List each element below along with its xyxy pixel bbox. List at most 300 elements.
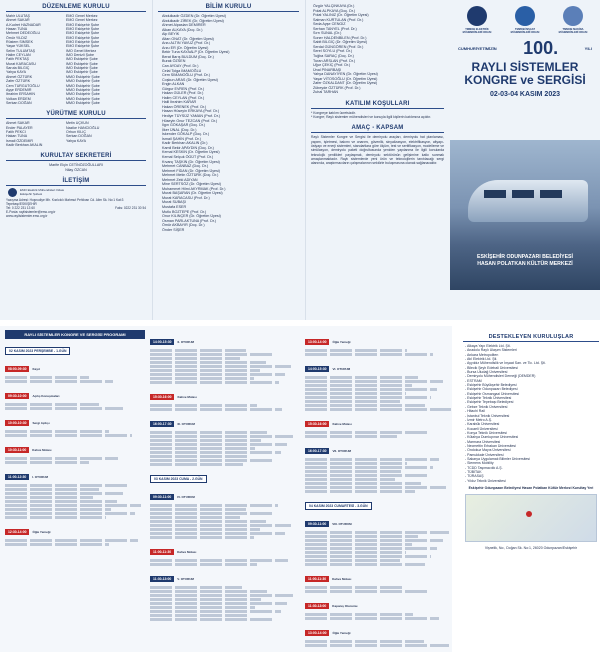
sponsor-item: - Bursa Uludağ Üniversitesi <box>465 370 508 375</box>
list-item: Soner HALDENBİLEN (Prof. Dr.) <box>313 35 367 40</box>
venue-address: Vişnelik, No:, Doğan Sk. No:1, 26020 Odunpazarı/Eskişehir <box>484 546 578 551</box>
list-item: Hakan ÖRENEK (Prof. Dr.) <box>162 104 207 109</box>
program-label: II. OTURUM <box>177 340 194 344</box>
member-role: EMO Eskişehir Şube <box>66 22 100 27</box>
text-line <box>5 516 106 519</box>
address: Yazışma Adresi: Hoşnudiye Mh. Kızılcıklı Mahmut Pehlivan Cd. Alim Sk. No:1 Kat:3 Tepebaşı/ESKİŞEHİR <box>6 198 124 206</box>
sponsor-item: - Atıl Elektrik Ltd. Şti. <box>465 357 498 362</box>
inner-sheet <box>0 326 600 652</box>
sponsor-item: - Eskişehir Osmangazi Üniversitesi <box>465 391 520 396</box>
list-item: Kemal Selçuk ÖGÜT (Prof. Dr.) <box>162 154 214 159</box>
cover-column <box>450 0 600 320</box>
sekreter-name: Marife Elçin CETİNÖZOĞULLARI <box>49 163 103 168</box>
text-line <box>305 435 397 438</box>
text-line <box>305 559 400 562</box>
member-name: Yaşar YÜKSEL <box>6 44 31 49</box>
list-item: Serdal GÜNGÖREN (Prof. Dr.) <box>313 44 364 49</box>
text-line <box>305 586 403 589</box>
text-line <box>150 606 255 609</box>
text-line <box>305 388 437 391</box>
text-line <box>5 380 113 383</box>
program-column-2 <box>145 326 305 652</box>
list-item: Ömür AKBAYIR (Doç. Dr.) <box>162 223 205 228</box>
divider <box>6 160 146 161</box>
list-item: İlker ÜNAL (Doç. Dr.) <box>162 127 197 132</box>
list-item: Serhan TANYEL (Prof. Dr.) <box>313 26 357 31</box>
sponsor-item: - TÜBİTAK <box>465 469 482 474</box>
member-name: Cem TURGUTOĞLU <box>6 83 40 88</box>
sekreter-title: KURULTAY SEKRETERİ <box>40 153 112 160</box>
text-line <box>150 618 275 621</box>
program-item <box>5 520 145 538</box>
text-line <box>305 486 446 489</box>
text-line <box>150 381 279 384</box>
sponsor-item: - Ayyıldız Mühendislik ve İnşaat San. ve Tic. Ltd. Şti. <box>465 361 546 366</box>
member-name: Mahir ULUTAŞ <box>6 14 30 18</box>
list-item: Sabit BİLGİÇ (Dr. Öğretim Üyesi) <box>313 40 368 45</box>
list-item: Altan ONAT (Dr. Öğretim Üyesi) <box>162 36 214 41</box>
list-item: Abdulkadir ÖZDEN (Dr. Öğretim Üyesi) <box>162 14 226 18</box>
list-item: İsmail ŞAHİN (Prof. Dr.) <box>162 136 201 141</box>
list-item: Bekir Tuna KAYAALP (Dr. Öğretim Üyesi) <box>162 50 230 55</box>
program-label: Kayıt <box>32 367 40 371</box>
list-item: Arzu ER (Dr. Öğretim Üyesi) <box>162 45 209 50</box>
text-line <box>305 408 451 411</box>
member-role: Nazike HANCIOĞLU <box>66 125 100 130</box>
member-role: Metin UÇKUN <box>66 121 89 126</box>
member-role: MMO Eskişehir Şube <box>66 100 100 105</box>
program-label: III. OTURUM <box>177 422 195 426</box>
list-item: Muhammet Hilmi AKYRMAK (Prof. Dr.) <box>162 186 226 191</box>
text-line <box>305 551 406 554</box>
ribbon-number: 100. <box>523 38 559 58</box>
mmo-logo: TMMOB MAKİNA MÜHENDİSLERİ ODASI <box>554 6 592 34</box>
website-link[interactable]: www.raylisistemler.emo.org.tr <box>6 213 48 218</box>
text-line <box>305 353 433 356</box>
program-column-3 <box>300 326 460 652</box>
text-line <box>150 536 254 539</box>
fax: Faks: 0222 231 30 54 <box>115 205 146 210</box>
amac-title: AMAÇ - KAPSAM <box>351 125 404 132</box>
text-line <box>150 516 240 519</box>
duzenleme-title: DÜZENLEME KURULU <box>42 4 110 10</box>
text-line <box>150 373 285 376</box>
text-line <box>150 361 266 364</box>
text-line <box>305 400 400 403</box>
map-title: Eskişehir Odunpazarı Belediyesi Hasan Polatkan Kültür Merkezi Kurultay Yeri <box>468 486 594 490</box>
text-line <box>150 602 287 605</box>
program-item <box>150 330 300 348</box>
sponsor-item: - Eskişehir Tepebaşı Belediyesi <box>465 400 514 405</box>
text-line <box>305 617 439 620</box>
program-time: 11:00-11:30 <box>150 549 174 555</box>
sponsor-item: - Kocaeli Üniversitesi <box>465 426 498 431</box>
list-item: Mehmet FİDAN (Dr. Öğretim Üyesi) <box>162 168 220 173</box>
program-item <box>305 621 455 639</box>
sponsor-item: - Kütahya Dumlupınar Üniversitesi <box>465 435 519 440</box>
emo-logo-icon <box>8 188 17 197</box>
member-name: Murat KARACASU <box>6 61 36 66</box>
text-line <box>5 430 109 433</box>
program-item <box>150 540 300 558</box>
duzenleme-table <box>0 14 152 105</box>
program-label: Kahve Molası <box>177 550 197 554</box>
text-line <box>5 543 109 546</box>
katilim-line-2: * Kongre; Raylı sistemler mühendisleri ve konuyla ilgili kişilerin katılımına açıktır. <box>311 115 432 120</box>
text-line <box>305 547 437 550</box>
member-role: Orhun KILIÇ <box>66 129 86 134</box>
member-role: MMO Eskişehir Şube <box>66 87 100 92</box>
program-items-3 <box>305 330 455 493</box>
member-name: Ahmet ÖZTÜRK <box>6 74 33 79</box>
member-name: Mehmet DEDEOĞLU <box>6 31 41 36</box>
list-item: Hakan GÜLER (Prof. Dr.) <box>162 91 204 96</box>
list-item: Önder SİŞER <box>162 227 185 232</box>
divider <box>158 11 299 12</box>
member-role: EMO Eskişehir Şube <box>66 31 100 36</box>
text-line <box>5 512 135 515</box>
member-name: Fatih PEKCİ <box>6 129 26 134</box>
text-line <box>5 434 132 437</box>
program-item <box>5 384 145 402</box>
text-line <box>305 478 395 481</box>
text-line <box>5 484 128 487</box>
member-role: EMO Eskişehir Şube <box>66 44 100 49</box>
member-role: Yahya KAYA <box>66 138 86 143</box>
text-line <box>150 528 260 531</box>
bilim-list <box>152 14 305 232</box>
text-line <box>5 376 89 379</box>
text-line <box>150 439 261 442</box>
email-link[interactable]: E-Posta: raylisistemler@emo.org.tr <box>6 209 56 214</box>
anniversary-ribbon <box>450 36 600 57</box>
info-column <box>305 0 450 320</box>
member-name: Yahya KAYA <box>6 70 26 75</box>
program-time: 14:00-15:30 <box>150 339 174 345</box>
text-line <box>5 457 118 460</box>
text-line <box>150 524 291 527</box>
member-name: Serkan DOĞAN <box>6 100 32 105</box>
list-item: Murat SUBAŞI <box>162 200 186 205</box>
list-item: Berat Barış BULDUM (Doç. Dr.) <box>162 54 214 59</box>
text-line <box>305 644 449 647</box>
location-map[interactable] <box>465 494 597 542</box>
member-name: Hakan TUNA <box>6 134 28 139</box>
member-name: Volkan ERDEM <box>6 96 31 101</box>
yurutme-table <box>0 121 152 147</box>
program-item <box>5 438 145 456</box>
bilim-column <box>152 0 306 320</box>
list-item: Onur KILINÇER (Dr. Öğretim Üyesi) <box>162 214 221 219</box>
member-name: Zafer ÖZTÜRK <box>6 79 31 84</box>
program-item <box>305 594 455 612</box>
text-line <box>305 543 412 546</box>
program-time: 11:00-11:30 <box>305 576 329 582</box>
text-line <box>150 377 254 380</box>
list-item: Engin ALKAN <box>162 82 185 87</box>
sponsor-item: - İstanbul Teknik Üniversitesi <box>465 413 510 418</box>
program-time: 08:00-09:30 <box>5 366 29 372</box>
list-item: Murat BAŞARAN (Dr. Öğretim Üyesi) <box>162 191 223 196</box>
program-label: Sergi Açılışı <box>32 421 50 425</box>
text-line <box>305 384 412 387</box>
divider <box>463 341 599 342</box>
sponsor-item: - Bilecik Şeyh Edebali Üniversitesi <box>465 365 518 370</box>
list-item: Ünal PINARBAŞI <box>313 67 342 72</box>
member-name: İbrahim ERSAHİN <box>6 92 35 97</box>
list-item: Halim CEYLAN (Prof. Dr.) <box>162 95 205 100</box>
ribbon-right: YILI <box>584 45 592 51</box>
program-label: Kahve Molası <box>332 577 352 581</box>
program-time: 11:30-13:00 <box>150 576 174 582</box>
list-item: Sırrı SUNAL (Dr.) <box>313 31 342 36</box>
sponsor-item: - Eskişehir Teknik Üniversitesi <box>465 396 512 401</box>
list-item: Burak ÖZSEN <box>162 59 186 64</box>
program-item <box>5 357 145 375</box>
text-line <box>305 470 401 473</box>
text-line <box>150 594 293 597</box>
sponsor-list <box>457 344 600 483</box>
list-item: Zübeyde ÖZTÜRK (Prof. Dr.) <box>313 85 361 90</box>
list-item: Gürgur EVREN (Prof. Dr.) <box>162 86 205 91</box>
list-item: Hasan Hüseyin ERKAYA (Prof. Dr.) <box>162 109 220 114</box>
program-time: 11:30-13:00 <box>305 603 329 609</box>
program-item <box>5 411 145 429</box>
program-time: 14:00-15:30 <box>305 366 329 372</box>
text-line <box>150 590 267 593</box>
member-role: Serkan DOĞAN <box>66 134 92 139</box>
member-name: Hasan TUNA <box>6 27 28 32</box>
program-label: VI. OTURUM <box>332 367 351 371</box>
text-line <box>150 520 266 523</box>
list-item: Seda Ayşe CENGİZ <box>313 22 346 27</box>
text-line <box>305 380 443 383</box>
sponsor-item: - Pamukkale Üniversitesi <box>465 452 504 457</box>
program-label: VII. OTURUM <box>332 449 351 453</box>
venue: ESKİŞEHİR ODUNPAZARI BELEDİYESİ HASAN POLATKAN KÜLTÜR MERKEZİ <box>477 254 573 267</box>
sponsor-item: - İzmir Metro A.Ş. <box>465 417 493 422</box>
program-label: VIII. OTURUM <box>332 522 352 526</box>
text-line <box>150 559 288 562</box>
member-role: EMO Eskişehir Şube <box>66 35 100 40</box>
list-item: Turan ARSLAN (Prof. Dr.) <box>313 58 356 63</box>
text-line <box>305 396 431 399</box>
program-label: IV. OTURUM <box>177 495 195 499</box>
program-items-1 <box>5 357 145 546</box>
text-line <box>305 539 443 542</box>
list-item: Arzu ALTIN YAVUZ (Prof. Dr.) <box>162 41 211 46</box>
imo-logo: TMMOB İNŞAAT MÜHENDİSLERİ ODASI <box>506 6 544 34</box>
member-role <box>66 143 146 147</box>
program-label: Kahve Molası <box>177 395 197 399</box>
list-item: Tuğba SARAÇ (Doç. Dr.) <box>313 54 354 59</box>
list-item: Polat ALPKAYA (Doç. Dr.) <box>313 8 356 13</box>
list-item: Zafer ÖZKALDANT (Dr. Öğretim Üyesi) <box>313 81 378 86</box>
divider <box>311 108 444 109</box>
katilim-title: KATILIM KOŞULLARI <box>345 100 410 107</box>
sponsor-item: - Ankara Metropoliten <box>465 352 499 357</box>
program-item <box>305 412 455 430</box>
program-label: Açılış Konuşmaları <box>32 394 60 398</box>
text-line <box>5 496 93 499</box>
sponsor-item: - Siemens Mobility <box>465 461 494 466</box>
list-item: Polat YALINIZ (Dr. Öğretim Üyesi) <box>313 13 369 18</box>
member-name: Selim TULUMTAŞ <box>6 48 36 53</box>
text-line <box>150 349 246 352</box>
sponsors-column <box>452 326 600 652</box>
sponsor-item: - TÜRASAŞ <box>465 474 484 479</box>
list-item: Mehmet CANBAZ (Doç. Dr.) <box>162 164 209 169</box>
program-label: Kahve Molası <box>32 448 52 452</box>
divider <box>6 185 146 186</box>
text-line <box>5 407 123 410</box>
list-item: Kemal KESKİN (Dr. Öğretim Üyesi) <box>162 150 220 155</box>
program-label: Öğle Yemeği <box>32 530 51 534</box>
divider <box>311 132 444 133</box>
text-line <box>5 461 89 464</box>
program-time: 13:00-14:00 <box>305 630 329 636</box>
day-2-label: 03 KASIM 2023 CUMA - 2.GÜN <box>150 475 207 483</box>
text-line <box>5 539 138 542</box>
katilim-line-1: * Kongreye katılım ücretsizdir. <box>311 110 356 115</box>
member-name: Ahmet SAKAR <box>6 18 30 23</box>
list-item: Can AYDAY (Prof. Dr.) <box>162 64 199 69</box>
list-item: Halil İbrahim KARAR <box>162 100 197 105</box>
text-line <box>150 455 249 458</box>
list-item: Celal Tolga İMAMOĞLU <box>162 68 202 73</box>
member-role: İMO Eskişehir Şube <box>66 61 98 66</box>
program-items-2b <box>150 485 300 621</box>
text-line <box>150 586 242 589</box>
yurutme-title: YÜRÜTME KURULU <box>46 111 106 118</box>
committee-column <box>0 0 153 320</box>
sponsor-item: - Eskişehir Büyükşehir Belediyesi <box>465 383 517 388</box>
program-time: 09:30-11:00 <box>305 521 329 527</box>
text-line <box>305 482 421 485</box>
train-photo <box>450 140 600 290</box>
sponsor-item: - Ondokuz Mayıs Üniversitesi <box>465 448 511 453</box>
program-time: 13:00-14:00 <box>305 339 329 345</box>
member-role: EMO Eskişehir Şube <box>66 40 100 45</box>
member-role: İMO Genel Merkez <box>66 48 97 53</box>
text-line <box>5 504 141 507</box>
text-line <box>305 613 413 616</box>
text-line <box>305 640 424 643</box>
member-name: Halim CEYLAN <box>6 53 31 58</box>
sponsor-item: - Sakarya Uygulamalı Bilimler Üniversitesi <box>465 456 530 461</box>
list-item: Salman KURTULAN (Prof. Dr.) <box>313 17 364 22</box>
list-item: Uğur ÇEKİÇ (Prof. Dr.) <box>313 63 351 68</box>
list-item: Yaşar VİTOSOĞLU (Dr. Öğretim Üyesi) <box>313 76 378 81</box>
text-line <box>5 488 99 491</box>
text-line <box>150 365 291 368</box>
member-role: EMO Genel Merkez <box>66 14 98 18</box>
member-name: Ayşe ERDEMİR <box>6 87 32 92</box>
text-line <box>305 535 418 538</box>
list-item: Osman PARLAKTUNA (Prof. Dr.) <box>162 218 217 223</box>
list-item: Yahya DANAYİYEN (Dr. Öğretim Üyesi) <box>313 72 378 77</box>
text-line <box>5 403 99 406</box>
table-row <box>6 143 146 147</box>
member-role: MMO Eskişehir Şube <box>66 74 100 79</box>
member-name: İsmail ÖZDEMİR <box>6 138 33 143</box>
member-role: İMO Denizli Şube <box>66 53 94 58</box>
text-line <box>150 443 287 446</box>
text-line <box>150 598 261 601</box>
member-role: İMO Eskişehir Şube <box>66 70 98 75</box>
sekreter-name-2: Nilay ÖZCAN <box>65 167 87 172</box>
sponsor-item: - Hitachi Rail <box>465 409 485 414</box>
text-line <box>150 614 249 617</box>
program-time: 09:30-11:00 <box>150 494 174 500</box>
sponsor-item: - Alkaya Yapı Elektrik Ltd. Şti. <box>465 344 511 348</box>
list-item: Mine SERTSÖZ (Dr. Öğretim Üyesi) <box>162 182 221 187</box>
divider <box>6 11 146 12</box>
list-item: İlgın GÖKAŞAR (Doç. Dr.) <box>162 123 206 128</box>
list-item: Abdulkadir ZİREK (Dr. Öğretim Üyesi) <box>162 18 224 23</box>
text-line <box>305 392 406 395</box>
text-line <box>305 531 449 534</box>
program-time: 11:00-12:30 <box>5 474 29 480</box>
program-time: 15:30-16:00 <box>305 421 329 427</box>
list-item: Coşkun ARAS (Dr. Öğretim Üyesi) <box>162 77 218 82</box>
sponsor-item: - TCDD Taşımacılık A.Ş. <box>465 465 503 470</box>
program-item <box>150 385 300 403</box>
member-name: Saruta BİLGİÇ <box>6 66 30 71</box>
list-item: Alkan ALKAYA (Doç. Dr.) <box>162 27 203 32</box>
sponsor-item: - Gebze Teknik Üniversitesi <box>465 404 508 409</box>
list-item: Ahmet Alpaslan DEMİRER <box>162 23 206 28</box>
sponsor-item: - Anadolu Raylı Ulaşım Sistemleri <box>465 348 517 353</box>
member-name: Fatih PEKTAŞ <box>6 57 29 62</box>
program-time: 16:00-17:30 <box>150 421 174 427</box>
text-line <box>150 408 282 411</box>
program-item <box>305 330 455 348</box>
text-line <box>305 563 425 566</box>
text-line <box>305 376 418 379</box>
divider <box>6 118 146 119</box>
text-line <box>150 353 272 356</box>
list-item: İskender GÖKALP (Doç. Dr.) <box>162 132 210 137</box>
outer-sheet <box>0 0 600 320</box>
program-label: V. OTURUM <box>177 577 194 581</box>
bilim-title: BİLİM KURULU <box>205 4 252 10</box>
program-item <box>150 567 300 585</box>
program-label: I. OTURUM <box>32 475 48 479</box>
emo-badge-text: EMO Elektrik Mühendisleri Odası <box>20 188 65 192</box>
text-line <box>150 447 255 450</box>
text-line <box>305 404 425 407</box>
table-row <box>6 101 146 105</box>
list-item: Serel SOYLU (Prof. Dr.) <box>313 49 353 54</box>
member-role: MMO Eskişehir Şube <box>66 92 100 97</box>
sponsor-item: - Necmettin Erbakan Üniversitesi <box>465 443 516 448</box>
logo-row <box>450 0 600 36</box>
text-line <box>150 512 272 515</box>
amac-text: Raylı Sistemler Kongre ve Sergisi ile demiryolu araçları, demiryolu hat planlaması, yapımı, işletmesi, bakımı ve onarımı, güvenlik, sinyalizasyon, elektrifikasyon, altyapı-üstyapı ve enerji sistemleri, standartlara göre ölçüm, test ve sertifikasyon, modelleme ve simülasyon, demiryolu paketi doğrultusunda yeniden yapılanma ile ilgili konularda teknolojik yenilikleri paylaşmak, demiryolu sektörünün gelişimine katkı sunmak amaçlanmaktadır. Raylı sistemlerde yeni ürün ve teknolojilerin tanıtılacağı sergi alanında, araştırmacıların çalışmalarının sektörle buluşmasına olanak sağlanacaktır. <box>311 135 444 166</box>
sponsor-item: - Karabük Üniversitesi <box>465 422 500 427</box>
phone: Tel: 0 222 231 13 60 <box>6 205 35 210</box>
list-item: Cem SİMANOĞLU (Prof. Dr.) <box>162 73 210 78</box>
program-time: 09:30-10:00 <box>5 393 29 399</box>
text-line <box>5 508 111 511</box>
program-label: Kapanış Oturumu <box>332 604 358 608</box>
iletisim-title: İLETİŞİM <box>62 178 90 185</box>
member-name: Rüstem SİMSEK <box>6 40 33 45</box>
list-item: Alp BEYİK <box>162 32 180 37</box>
program-items-3b <box>305 512 455 647</box>
ribbon-left: CUMHURİYETİMİZİN <box>458 45 497 51</box>
